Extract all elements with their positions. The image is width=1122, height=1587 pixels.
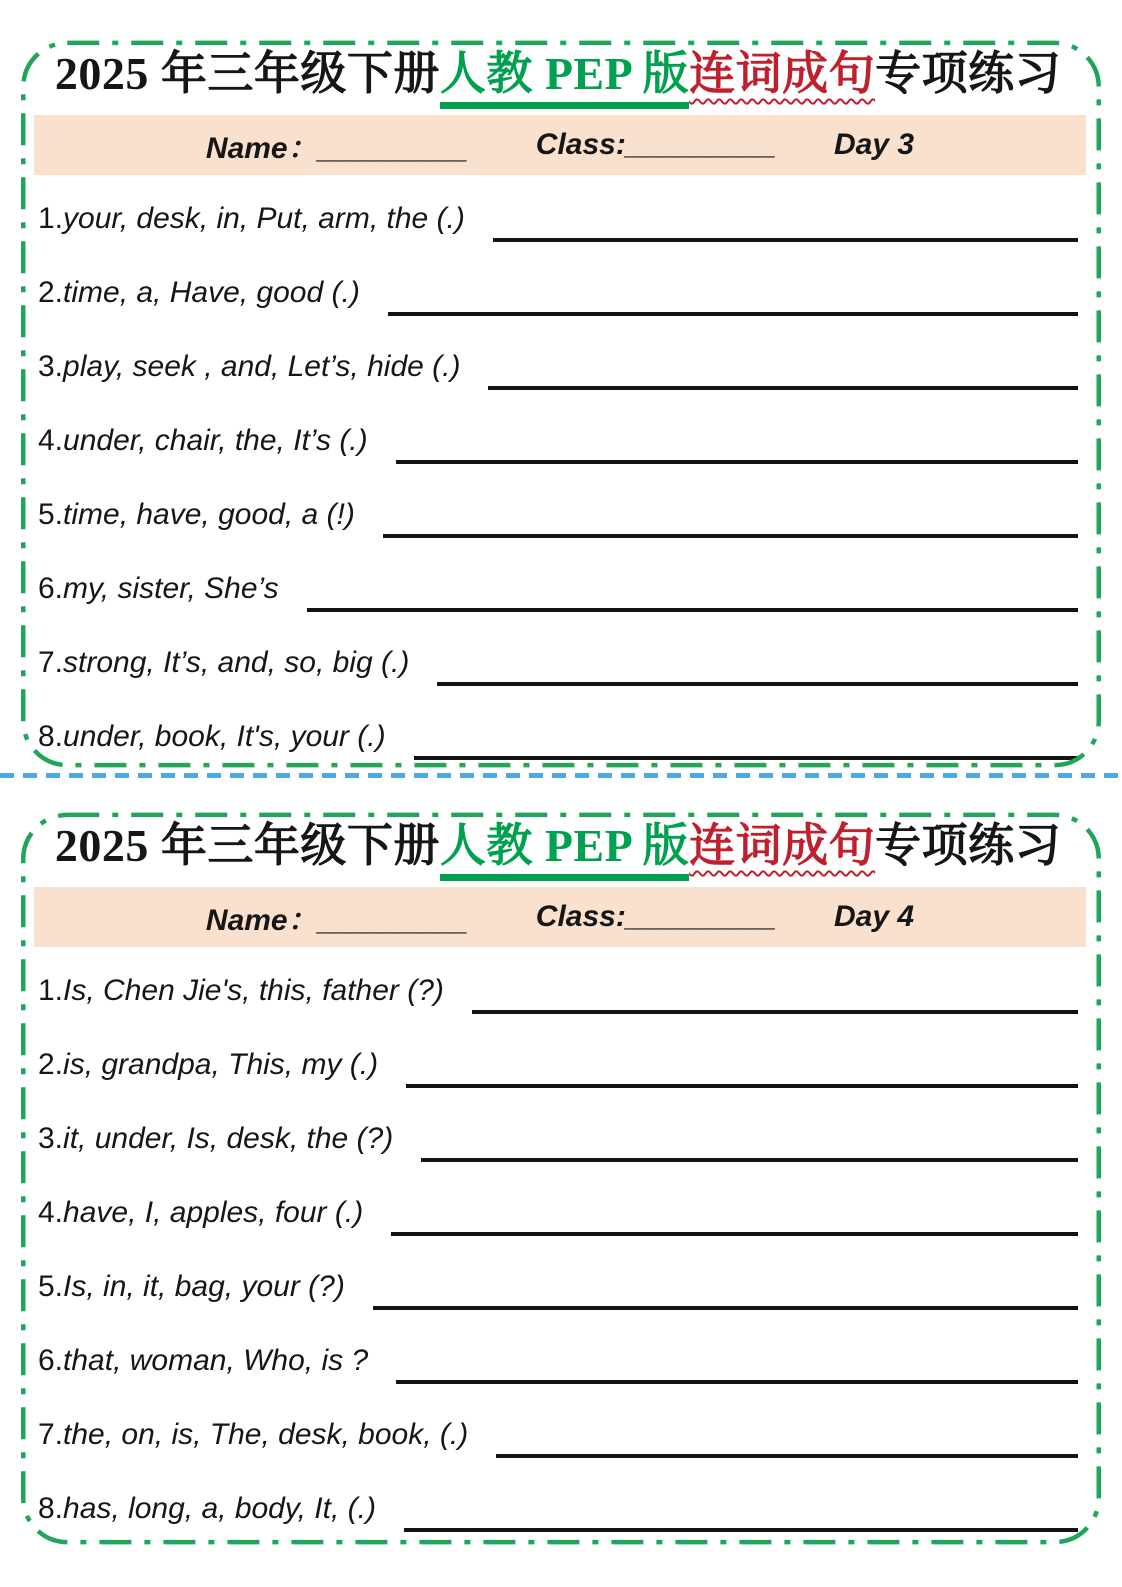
class-label: Class: (535, 128, 626, 162)
title-part-red-wavy: 连词成句 (689, 820, 876, 871)
exercise-row (38, 1245, 1078, 1319)
worksheet-section-day4 (20, 812, 1102, 1545)
exercise-text (38, 1046, 378, 1098)
exercise-number: 5. (38, 1269, 64, 1303)
exercise-text (38, 644, 409, 696)
title-part-green-underlined: 人教 PEP 版 (440, 818, 689, 881)
exercise-number: 7. (38, 1417, 64, 1451)
exercise-number: 2. (38, 275, 64, 309)
worksheet-title (38, 818, 1078, 881)
section-divider (0, 773, 1122, 778)
answer-blank-line (373, 1306, 1078, 1310)
exercise-text (38, 348, 460, 400)
exercise-row (38, 949, 1078, 1023)
exercise-words: is, grandpa, This, my (.) (63, 1047, 379, 1081)
name-class-banner (34, 115, 1086, 175)
name-label: Name： (205, 904, 318, 938)
exercise-number: 2. (38, 1047, 64, 1081)
exercise-words: play, seek , and, Let’s, hide (.) (63, 349, 461, 383)
class-group (536, 900, 776, 934)
answer-blank-line (307, 608, 1078, 612)
exercise-number: 1. (38, 201, 64, 235)
exercise-row (38, 695, 1078, 769)
exercise-words: under, book, It's, your (.) (63, 719, 386, 753)
name-group (206, 895, 468, 939)
exercise-words: that, woman, Who, is ? (63, 1343, 369, 1377)
answer-blank-line (493, 238, 1078, 242)
exercise-number: 4. (38, 1195, 64, 1229)
exercise-row (38, 1393, 1078, 1467)
name-blank-line: _________ (317, 132, 468, 166)
exercise-words: Is, Chen Jie's, this, father (?) (63, 973, 444, 1007)
exercise-words: strong, It’s, and, so, big (.) (63, 645, 410, 679)
answer-blank-line (396, 460, 1078, 464)
exercise-text (38, 1268, 345, 1320)
exercise-text (38, 274, 360, 326)
exercise-row (38, 177, 1078, 251)
exercise-text (38, 1194, 363, 1246)
answer-blank-line (396, 1380, 1078, 1384)
exercise-number: 7. (38, 645, 64, 679)
title-part-black-suffix: 专项练习 (875, 48, 1062, 99)
answer-blank-line (406, 1084, 1078, 1088)
exercise-words: time, a, Have, good (.) (63, 275, 360, 309)
class-group (536, 128, 776, 162)
answer-blank-line (404, 1528, 1078, 1532)
exercise-row (38, 251, 1078, 325)
exercise-number: 5. (38, 497, 64, 531)
answer-blank-line (391, 1232, 1078, 1236)
exercise-words: it, under, Is, desk, the (?) (63, 1121, 394, 1155)
exercise-row (38, 1097, 1078, 1171)
exercise-text (38, 718, 386, 770)
answer-blank-line (488, 386, 1078, 390)
exercise-words: time, have, good, a (!) (63, 497, 355, 531)
exercise-words: have, I, apples, four (.) (63, 1195, 364, 1229)
exercise-number: 6. (38, 1343, 64, 1377)
name-class-banner (34, 887, 1086, 947)
exercise-words: my, sister, She’s (63, 571, 279, 605)
exercise-text (38, 1120, 393, 1172)
exercise-text (38, 1416, 468, 1468)
exercise-number: 3. (38, 1121, 64, 1155)
exercise-number: 8. (38, 1491, 64, 1525)
answer-blank-line (472, 1010, 1078, 1014)
exercise-row (38, 399, 1078, 473)
name-blank-line: _________ (317, 904, 468, 938)
exercise-list (38, 177, 1078, 769)
exercise-row (38, 473, 1078, 547)
exercise-words: has, long, a, body, It, (.) (63, 1491, 376, 1525)
title-part-red-wavy: 连词成句 (689, 48, 876, 99)
exercise-number: 3. (38, 349, 64, 383)
exercise-text (38, 972, 444, 1024)
exercise-row (38, 1023, 1078, 1097)
exercise-number: 6. (38, 571, 64, 605)
exercise-text (38, 422, 368, 474)
name-group (206, 123, 468, 167)
exercise-row (38, 325, 1078, 399)
exercise-row (38, 1467, 1078, 1541)
answer-blank-line (496, 1454, 1078, 1458)
name-label: Name： (205, 132, 318, 166)
class-blank-line: _________ (625, 128, 777, 162)
exercise-number: 8. (38, 719, 64, 753)
worksheet-section-day3 (20, 40, 1102, 768)
exercise-text (38, 570, 279, 622)
exercise-text (38, 496, 355, 548)
title-part-black-prefix: 2025 年三年级下册 (54, 48, 440, 99)
exercise-list (38, 949, 1078, 1541)
exercise-text (38, 1342, 368, 1394)
answer-blank-line (383, 534, 1078, 538)
answer-blank-line (437, 682, 1078, 686)
exercise-words: Is, in, it, bag, your (?) (63, 1269, 345, 1303)
exercise-words: your, desk, in, Put, arm, the (.) (63, 201, 465, 235)
exercise-number: 4. (38, 423, 64, 457)
title-part-green-underlined: 人教 PEP 版 (440, 46, 689, 109)
class-blank-line: _________ (625, 900, 777, 934)
answer-blank-line (388, 312, 1078, 316)
exercise-row (38, 547, 1078, 621)
exercise-words: the, on, is, The, desk, book, (.) (63, 1417, 469, 1451)
class-label: Class: (535, 900, 626, 934)
title-part-black-suffix: 专项练习 (875, 820, 1062, 871)
answer-blank-line (414, 756, 1078, 760)
exercise-row (38, 621, 1078, 695)
exercise-text (38, 200, 465, 252)
exercise-words: under, chair, the, It’s (.) (63, 423, 368, 457)
exercise-row (38, 1171, 1078, 1245)
exercise-row (38, 1319, 1078, 1393)
day-label: Day 4 (834, 900, 915, 934)
title-part-black-prefix: 2025 年三年级下册 (54, 820, 440, 871)
exercise-text (38, 1490, 376, 1542)
day-label: Day 3 (834, 128, 915, 162)
exercise-number: 1. (38, 973, 64, 1007)
answer-blank-line (421, 1158, 1078, 1162)
worksheet-title (38, 46, 1078, 109)
